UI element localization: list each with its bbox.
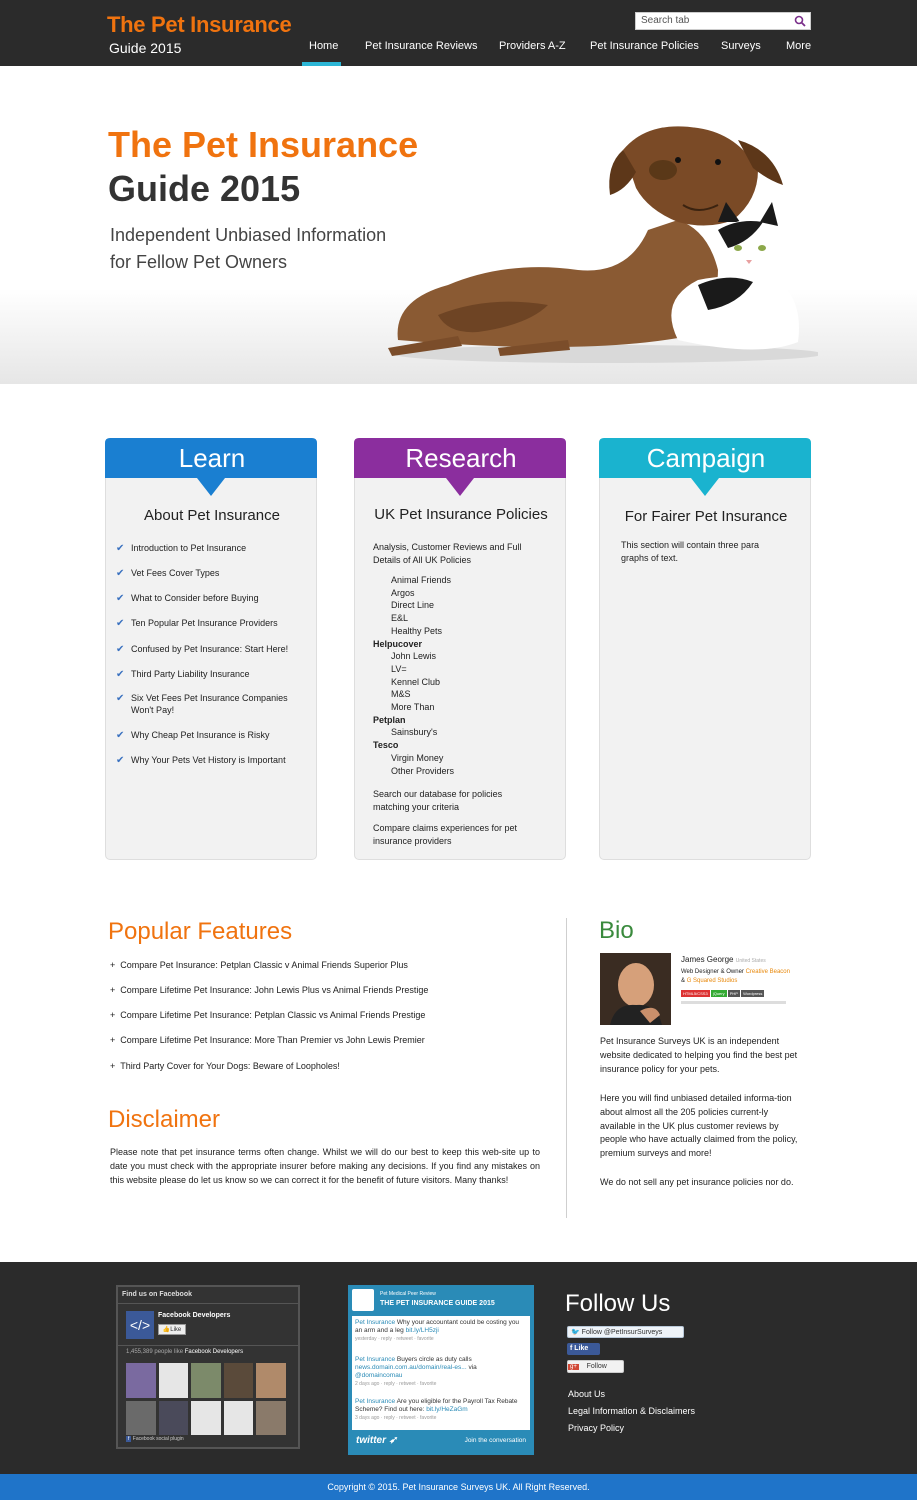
facebook-developers-logo-icon[interactable]: </> — [126, 1311, 154, 1339]
checkmark-icon: ✔ — [116, 644, 125, 655]
hero-subtitle-line2: for Fellow Pet Owners — [110, 252, 288, 272]
checkmark-icon: ✔ — [116, 543, 125, 554]
facebook-page-name[interactable]: Facebook Developers — [158, 1312, 231, 1319]
learn-link[interactable]: ✔ What to Consider before Buying — [116, 593, 259, 604]
learn-link[interactable]: ✔ Vet Fees Cover Types — [116, 568, 220, 579]
facebook-likes-count: 1,455,389 people like Facebook Developers — [126, 1349, 244, 1355]
provider-link[interactable]: LV= — [391, 663, 407, 674]
copyright-bar: Copyright © 2015. Pet Insurance Surveys UK. All Right Reserved. — [0, 1474, 917, 1500]
about-us-link[interactable]: About Us — [568, 1389, 606, 1399]
facebook-widget — [116, 1285, 300, 1449]
research-card-subtitle: UK Pet Insurance Policies — [374, 506, 548, 523]
dog-and-cat-image — [378, 110, 818, 366]
twitter-bird-icon: ➶ — [386, 1435, 398, 1446]
disclaimer-heading: Disclaimer — [108, 1106, 221, 1133]
twitter-widget-small: Pet Medical Peer Review — [380, 1291, 436, 1297]
provider-link[interactable]: John Lewis — [391, 651, 437, 662]
facebook-like-button[interactable]: f Like — [567, 1343, 600, 1355]
provider-link[interactable]: Healthy Pets — [391, 625, 443, 636]
bio-profile-card — [600, 953, 790, 1027]
tweet-list — [352, 1316, 530, 1430]
nav-more[interactable]: More — [786, 40, 812, 52]
research-card — [354, 438, 566, 860]
fan-avatar[interactable] — [224, 1401, 254, 1436]
twitter-follow-button[interactable]: 🐦 Follow @PetInsurSurveys — [567, 1326, 684, 1338]
twitter-brand-logo[interactable]: twitter ➶ — [356, 1435, 398, 1446]
provider-link[interactable]: More Than — [391, 702, 435, 713]
provider-link[interactable]: Kennel Club — [391, 676, 441, 687]
site-logo-title[interactable]: The Pet Insurance — [107, 12, 292, 37]
fan-avatar[interactable] — [256, 1401, 286, 1436]
learn-link[interactable]: ✔ Six Vet Fees Pet Insurance Companies — [116, 693, 288, 704]
fan-avatar[interactable] — [126, 1401, 156, 1436]
fan-avatar[interactable] — [224, 1363, 254, 1398]
facebook-icon: f — [128, 1436, 130, 1442]
learn-card — [105, 438, 317, 860]
learn-link[interactable]: ✔ Confused by Pet Insurance: Start Here! — [116, 644, 289, 655]
hero-title-year: Guide 2015 — [108, 168, 301, 209]
provider-link[interactable]: Petplan — [373, 714, 406, 725]
google-plus-icon: g+ — [570, 1364, 577, 1370]
bio-paragraph-2: Here you will find unbiased detailed informa-tion about almost all the 205 policies current-ly available in the UK plus customer reviews by people who have actually claimed from the policy, premium surveys and more! — [600, 1093, 798, 1159]
join-conversation-link[interactable]: Join the conversation — [464, 1437, 526, 1444]
checkmark-icon: ✔ — [116, 568, 125, 579]
feature-link[interactable]: + Compare Lifetime Pet Insurance: More Than Premier vs John Lewis Premier — [110, 1035, 425, 1045]
bio-paragraph-1: Pet Insurance Surveys UK is an independent website dedicated to helping you find the best pet insurance policy for your pets. — [600, 1036, 798, 1074]
fan-avatar[interactable] — [256, 1363, 286, 1398]
feature-link[interactable]: + Third Party Cover for Your Dogs: Beware of Loopholes! — [110, 1061, 340, 1071]
research-card-title: Research — [405, 443, 517, 473]
twitter-widget — [348, 1285, 534, 1455]
compare-claims-link[interactable]: Compare claims experiences for pet insurance providers — [373, 823, 518, 846]
learn-card-subtitle: About Pet Insurance — [144, 507, 280, 524]
divider — [118, 1345, 298, 1346]
legal-information-link[interactable]: Legal Information & Disclaimers — [568, 1406, 696, 1416]
search-placeholder: Search tab — [641, 15, 690, 26]
follow-us-heading: Follow Us — [565, 1290, 671, 1317]
disclaimer-text: Please note that pet insurance terms often change. Whilst we will do our best to keep this web-site up to date you must check with the appropriate insurer before making any decisions. If you find any mistakes on this website please do let us know so we can correct it for the benefit of future visitors. Many thanks! — [110, 1147, 540, 1185]
bio-heading: Bio — [599, 917, 634, 944]
campaign-text: This section will contain three para graphs of text. — [621, 540, 760, 563]
hero-title: The Pet Insurance — [108, 124, 419, 165]
google-plus-follow-button[interactable]: g+ Follow — [567, 1360, 624, 1373]
provider-link[interactable]: Sainsbury's — [391, 727, 438, 738]
learn-card-title: Learn — [178, 443, 246, 473]
fan-avatar[interactable] — [191, 1363, 221, 1398]
bio-card-tags: HTML5/CSS3 jQuery PHP Wordpress — [683, 991, 763, 996]
nav-surveys[interactable]: Surveys — [721, 40, 761, 52]
fan-avatar[interactable] — [126, 1363, 156, 1398]
nav-pet-insurance-reviews[interactable]: Pet Insurance Reviews — [365, 40, 478, 52]
provider-link[interactable]: M&S — [391, 689, 411, 700]
provider-link[interactable]: Animal Friends — [391, 575, 452, 585]
nav-home[interactable]: Home — [309, 40, 339, 52]
fan-avatar[interactable] — [159, 1363, 189, 1398]
facebook-widget-header: Find us on Facebook — [122, 1291, 193, 1298]
plus-icon: + — [110, 1061, 121, 1071]
bio-card-name: James George United States — [681, 955, 766, 964]
search-input[interactable] — [635, 12, 811, 30]
provider-link[interactable]: Helpucover — [373, 638, 423, 649]
thumbs-up-icon: 👍 — [162, 1327, 171, 1333]
twitter-widget-title: THE PET INSURANCE GUIDE 2015 — [380, 1300, 495, 1307]
checkmark-icon: ✔ — [116, 669, 125, 680]
provider-link[interactable]: E&L — [391, 613, 409, 624]
facebook-like-button[interactable]: 👍Like — [158, 1324, 186, 1335]
learn-link[interactable]: ✔ Introduction to Pet Insurance — [116, 543, 247, 554]
campaign-card — [599, 438, 811, 860]
tweet[interactable]: Pet Insurance Are you eligible for the Payroll Tax Rebate Scheme? Find out here: bit.ly/HeZaGm 3 days ago · reply · retweet · favorite — [355, 1398, 518, 1421]
search-icon[interactable] — [794, 15, 806, 27]
learn-link[interactable]: ✔ Ten Popular Pet Insurance Providers — [116, 618, 278, 629]
provider-link[interactable]: Other Providers — [391, 765, 455, 776]
research-intro: Analysis, Customer Reviews and Full Details of All UK Policies — [373, 542, 522, 565]
nav-providers-a-z[interactable]: Providers A-Z — [499, 40, 566, 52]
campaign-card-title: Campaign — [646, 443, 766, 473]
plus-icon: + — [110, 960, 121, 970]
plus-icon: + — [110, 1035, 121, 1045]
checkmark-icon: ✔ — [116, 618, 125, 629]
plus-icon: + — [110, 1010, 121, 1020]
checkmark-icon: ✔ — [116, 593, 125, 604]
site-logo-subtitle[interactable]: Guide 2015 — [109, 40, 182, 56]
campaign-card-subtitle: For Fairer Pet Insurance — [624, 508, 788, 525]
facebook-icon: f — [570, 1345, 573, 1352]
facebook-fan-faces — [126, 1363, 286, 1435]
nav-pet-insurance-policies[interactable]: Pet Insurance Policies — [590, 40, 699, 52]
hero-subtitle-line1: Independent Unbiased Information — [110, 225, 387, 245]
privacy-policy-link[interactable]: Privacy Policy — [568, 1423, 625, 1433]
learn-link[interactable]: ✔ Why Cheap Pet Insurance is Risky — [116, 730, 270, 741]
plus-icon: + — [110, 985, 121, 995]
feature-link[interactable]: + Compare Lifetime Pet Insurance: John Lewis Plus vs Animal Friends Prestige — [110, 985, 429, 995]
column-divider — [566, 918, 567, 1218]
popular-features-heading: Popular Features — [108, 918, 293, 945]
bio-paragraph-3: We do not sell any pet insurance policies nor do. — [600, 1177, 794, 1187]
profile-logo-icon — [352, 1289, 374, 1311]
search-database-link[interactable]: Search our database for policies matching your criteria — [373, 789, 503, 812]
fan-avatar[interactable] — [159, 1401, 189, 1436]
provider-link[interactable]: Virgin Money — [391, 752, 444, 763]
checkmark-icon: ✔ — [116, 755, 125, 766]
feature-link[interactable]: + Compare Pet Insurance: Petplan Classic v Animal Friends Superior Plus — [110, 960, 408, 970]
tweet[interactable]: Pet Insurance Buyers circle as duty calls news.domain.com.au/domain/real-es... via @domaincomau 2 days ago · reply · retweet · favorite — [355, 1356, 477, 1387]
fan-avatar[interactable] — [191, 1401, 221, 1436]
provider-list — [373, 574, 454, 777]
bio-card-rule — [681, 1001, 786, 1004]
provider-link[interactable]: Direct Line — [391, 600, 435, 611]
facebook-plugin-label: f Facebook social plugin — [128, 1436, 184, 1442]
tweet[interactable]: Pet Insurance Why your accountant could be costing you an arm and a leg bit.ly/LH5zji yesterday · reply · retweet · favorite — [355, 1319, 520, 1342]
twitter-bird-icon: 🐦 — [571, 1329, 580, 1336]
provider-link[interactable]: Argos — [391, 587, 415, 598]
twitter-widget-header — [352, 1289, 530, 1313]
feature-link[interactable]: + Compare Lifetime Pet Insurance: Petplan Classic vs Animal Friends Prestige — [110, 1010, 426, 1020]
checkmark-icon: ✔ — [116, 693, 125, 704]
hero-banner — [0, 66, 917, 384]
checkmark-icon: ✔ — [116, 730, 125, 741]
learn-link[interactable]: ✔ Third Party Liability Insurance — [116, 669, 250, 680]
bio-card-role: Web Designer & Owner Creative Beacon & G Squared Studios — [681, 969, 790, 984]
learn-link-cont[interactable]: Won't Pay! — [131, 705, 175, 715]
top-bar — [0, 0, 917, 66]
divider — [118, 1303, 298, 1304]
learn-link[interactable]: ✔ Why Your Pets Vet History is Important — [116, 755, 286, 766]
avatar — [600, 953, 671, 1025]
provider-link[interactable]: Tesco — [373, 740, 399, 751]
